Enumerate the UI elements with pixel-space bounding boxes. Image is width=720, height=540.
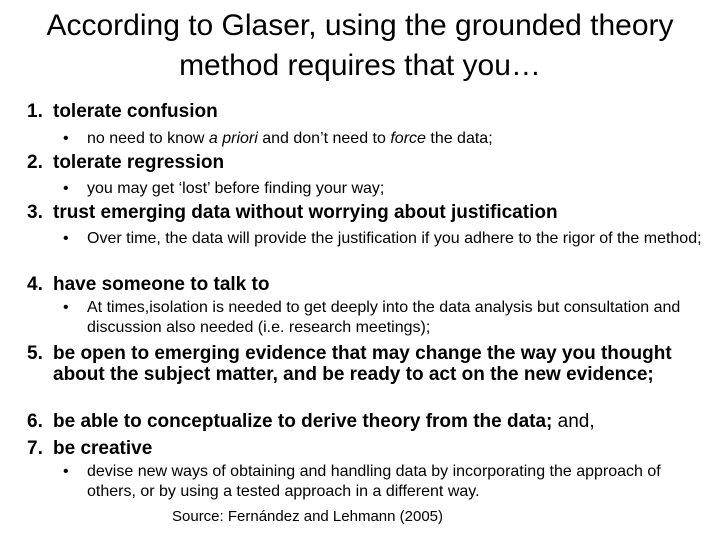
emphasis-force: force [390,130,426,147]
sub-text: no need to know a priori and don’t need to force the data; [87,130,493,147]
item-text: tolerate confusion [53,101,218,122]
bullet-icon: • [63,463,69,480]
sub-bullet-3 [63,229,703,249]
slide-title: According to Glaser, using the grounded theory method requires that you… [46,9,674,82]
source-citation: Source: Fernández and Lehmann (2005) [172,508,444,525]
sub-text: devise new ways of obtaining and handling data by incorporating the approach of others, or by using a tested approach in a different way. [87,463,661,500]
list-item-3 [27,202,697,223]
item-number: 6. [27,411,43,432]
item-text: have someone to talk to [53,274,270,295]
item-text: be open to emerging evidence that may change the way you thought about the subject matter, and be ready to act on the new evidence; [53,343,672,385]
item-number: 2. [27,152,43,173]
list-item-4 [27,274,697,295]
item-text: be creative [53,438,153,459]
item-number: 1. [27,101,43,122]
list-item-7 [27,438,697,459]
bullet-icon: • [63,230,69,247]
item-suffix: and, [552,411,595,432]
item-text: tolerate regression [53,152,225,173]
emphasis-a-priori: a priori [208,130,258,147]
sub-bullet-4 [63,298,703,338]
sub-text: At times,isolation is needed to get deeply into the data analysis but consultation and discussion also needed (i.e. research meetings); [87,299,681,336]
sub-bullet-7 [63,462,703,502]
bullet-icon: • [63,180,69,197]
sub-text: you may get ‘lost’ before finding your way; [87,180,385,197]
sub-text: Over time, the data will provide the justification if you adhere to the rigor of the method; [87,230,702,247]
sub-bullet-2 [63,179,703,199]
bullet-icon: • [63,130,69,147]
sub-bullet-1 [63,129,703,149]
list-item-1 [27,101,697,122]
item-text: be able to conceptualize to derive theory from the data; and, [53,411,595,432]
list-item-2 [27,152,697,173]
list-item-5 [27,343,697,385]
list-item-6 [27,411,697,432]
item-number: 5. [27,343,43,364]
item-number: 4. [27,274,43,295]
item-number: 7. [27,438,43,459]
bullet-icon: • [63,299,69,316]
item-number: 3. [27,202,43,223]
item-text: trust emerging data without worrying about justification [53,202,558,223]
